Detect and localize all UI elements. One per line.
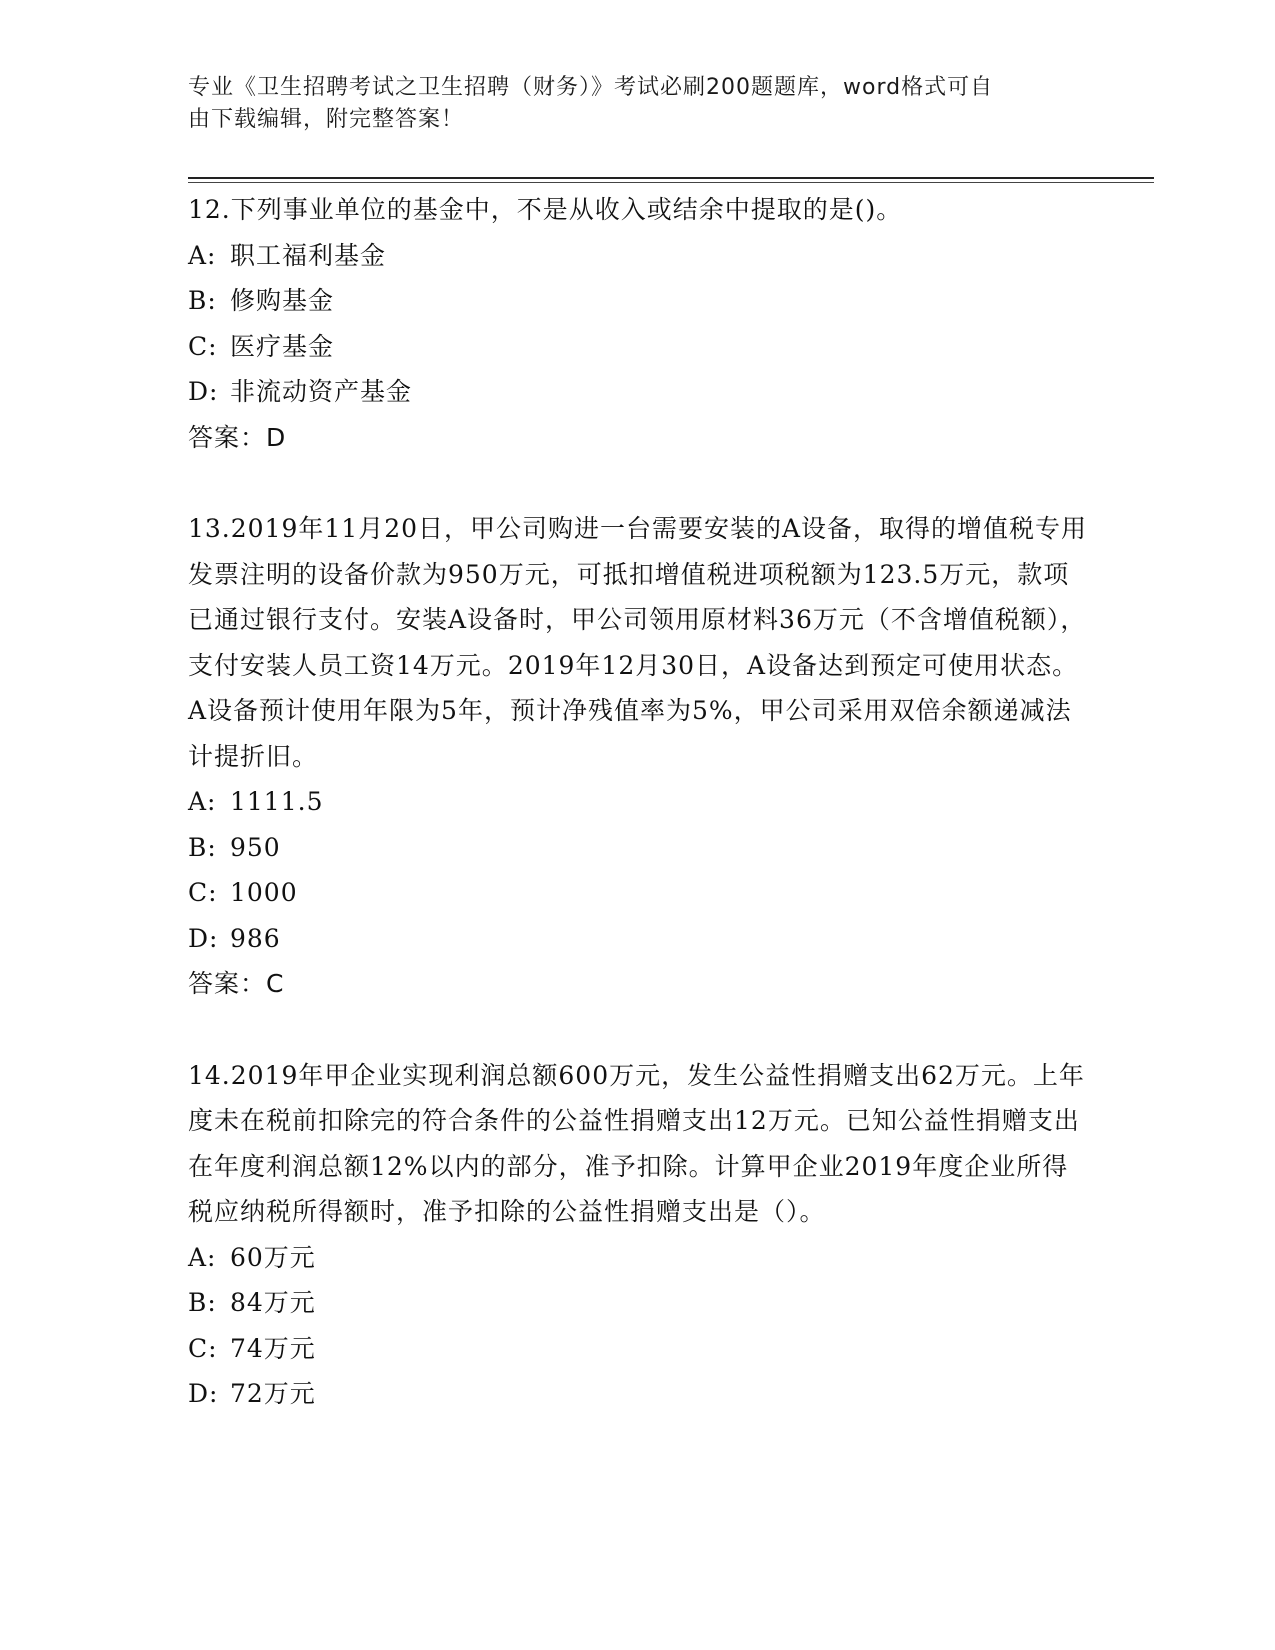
option-key: D:: [188, 923, 219, 953]
option-key: A:: [188, 787, 217, 816]
answer-line: 答案：C: [188, 969, 285, 998]
option-d: [188, 1371, 1088, 1417]
header-line-2: 由下载编辑，附完整答案！: [188, 107, 465, 132]
option-key: C:: [188, 331, 218, 361]
option-text: 60万元: [230, 1242, 316, 1272]
question-14: [188, 1053, 1088, 1417]
option-text: 医疗基金: [230, 331, 335, 361]
question-stem: 12.下列事业单位的基金中，不是从收入或结余中提取的是()。: [188, 195, 903, 224]
option-d: [188, 369, 1088, 415]
option-a: [188, 779, 1088, 825]
option-d: [188, 916, 1088, 962]
question-gap: [188, 460, 1088, 506]
question-gap: [188, 1007, 1088, 1053]
option-text: 72万元: [230, 1379, 316, 1408]
header-divider-thick: [188, 177, 1154, 179]
header-line-1: 专业《卫生招聘考试之卫生招聘（财务）》考试必刷200题题库，word格式可自: [188, 75, 994, 100]
question-12: [188, 187, 1088, 460]
question-list: [188, 187, 1088, 1417]
header-divider-thin: [188, 182, 1154, 183]
document-header: [188, 72, 1068, 136]
option-b: [188, 825, 1088, 871]
option-b: [188, 1280, 1088, 1326]
option-c: [188, 324, 1088, 370]
option-key: C:: [188, 1333, 218, 1363]
option-key: A:: [188, 240, 217, 270]
option-text: 84万元: [230, 1288, 316, 1317]
option-c: [188, 1326, 1088, 1372]
question-stem: 13.2019年11月20日，甲公司购进一台需要安装的A设备，取得的增值税专用发票注明的设备价款为950万元，可抵扣增值税进项税额为123.5万元，款项已通过银行支付。安装A设备时，甲公司领用原材料36万元（不含增值税额），支付安装人员工资14万元。2019年12月30日，A设备达到预定可使用状态。A设备预计使用年限为5年，预计净残值率为5%，甲公司采用双倍余额递减法计提折旧。: [188, 514, 1088, 771]
option-key: D:: [188, 1379, 219, 1408]
option-b: [188, 278, 1088, 324]
option-key: B:: [188, 286, 217, 315]
option-text: 950: [230, 832, 281, 862]
option-text: 74万元: [230, 1333, 316, 1363]
option-text: 修购基金: [230, 286, 335, 315]
option-key: B:: [188, 1288, 217, 1317]
option-key: D:: [188, 377, 219, 406]
option-c: [188, 870, 1088, 916]
option-a: [188, 1235, 1088, 1281]
option-a: [188, 233, 1088, 279]
option-key: A:: [188, 1242, 217, 1272]
option-text: 1111.5: [230, 787, 324, 816]
option-key: C:: [188, 878, 218, 907]
answer-line: 答案：D: [188, 422, 287, 452]
option-text: 1000: [230, 878, 298, 907]
option-text: 非流动资产基金: [230, 377, 413, 406]
option-text: 986: [230, 923, 281, 953]
question-stem: 14.2019年甲企业实现利润总额600万元，发生公益性捐赠支出62万元。上年度未在税前扣除完的符合条件的公益性捐赠支出12万元。已知公益性捐赠支出在年度利润总额12%以内的部分，准予扣除。计算甲企业2019年度企业所得税应纳税所得额时，准予扣除的公益性捐赠支出是（）。: [188, 1060, 1085, 1226]
question-13: [188, 506, 1088, 1007]
option-key: B:: [188, 832, 217, 862]
option-text: 职工福利基金: [230, 240, 387, 270]
